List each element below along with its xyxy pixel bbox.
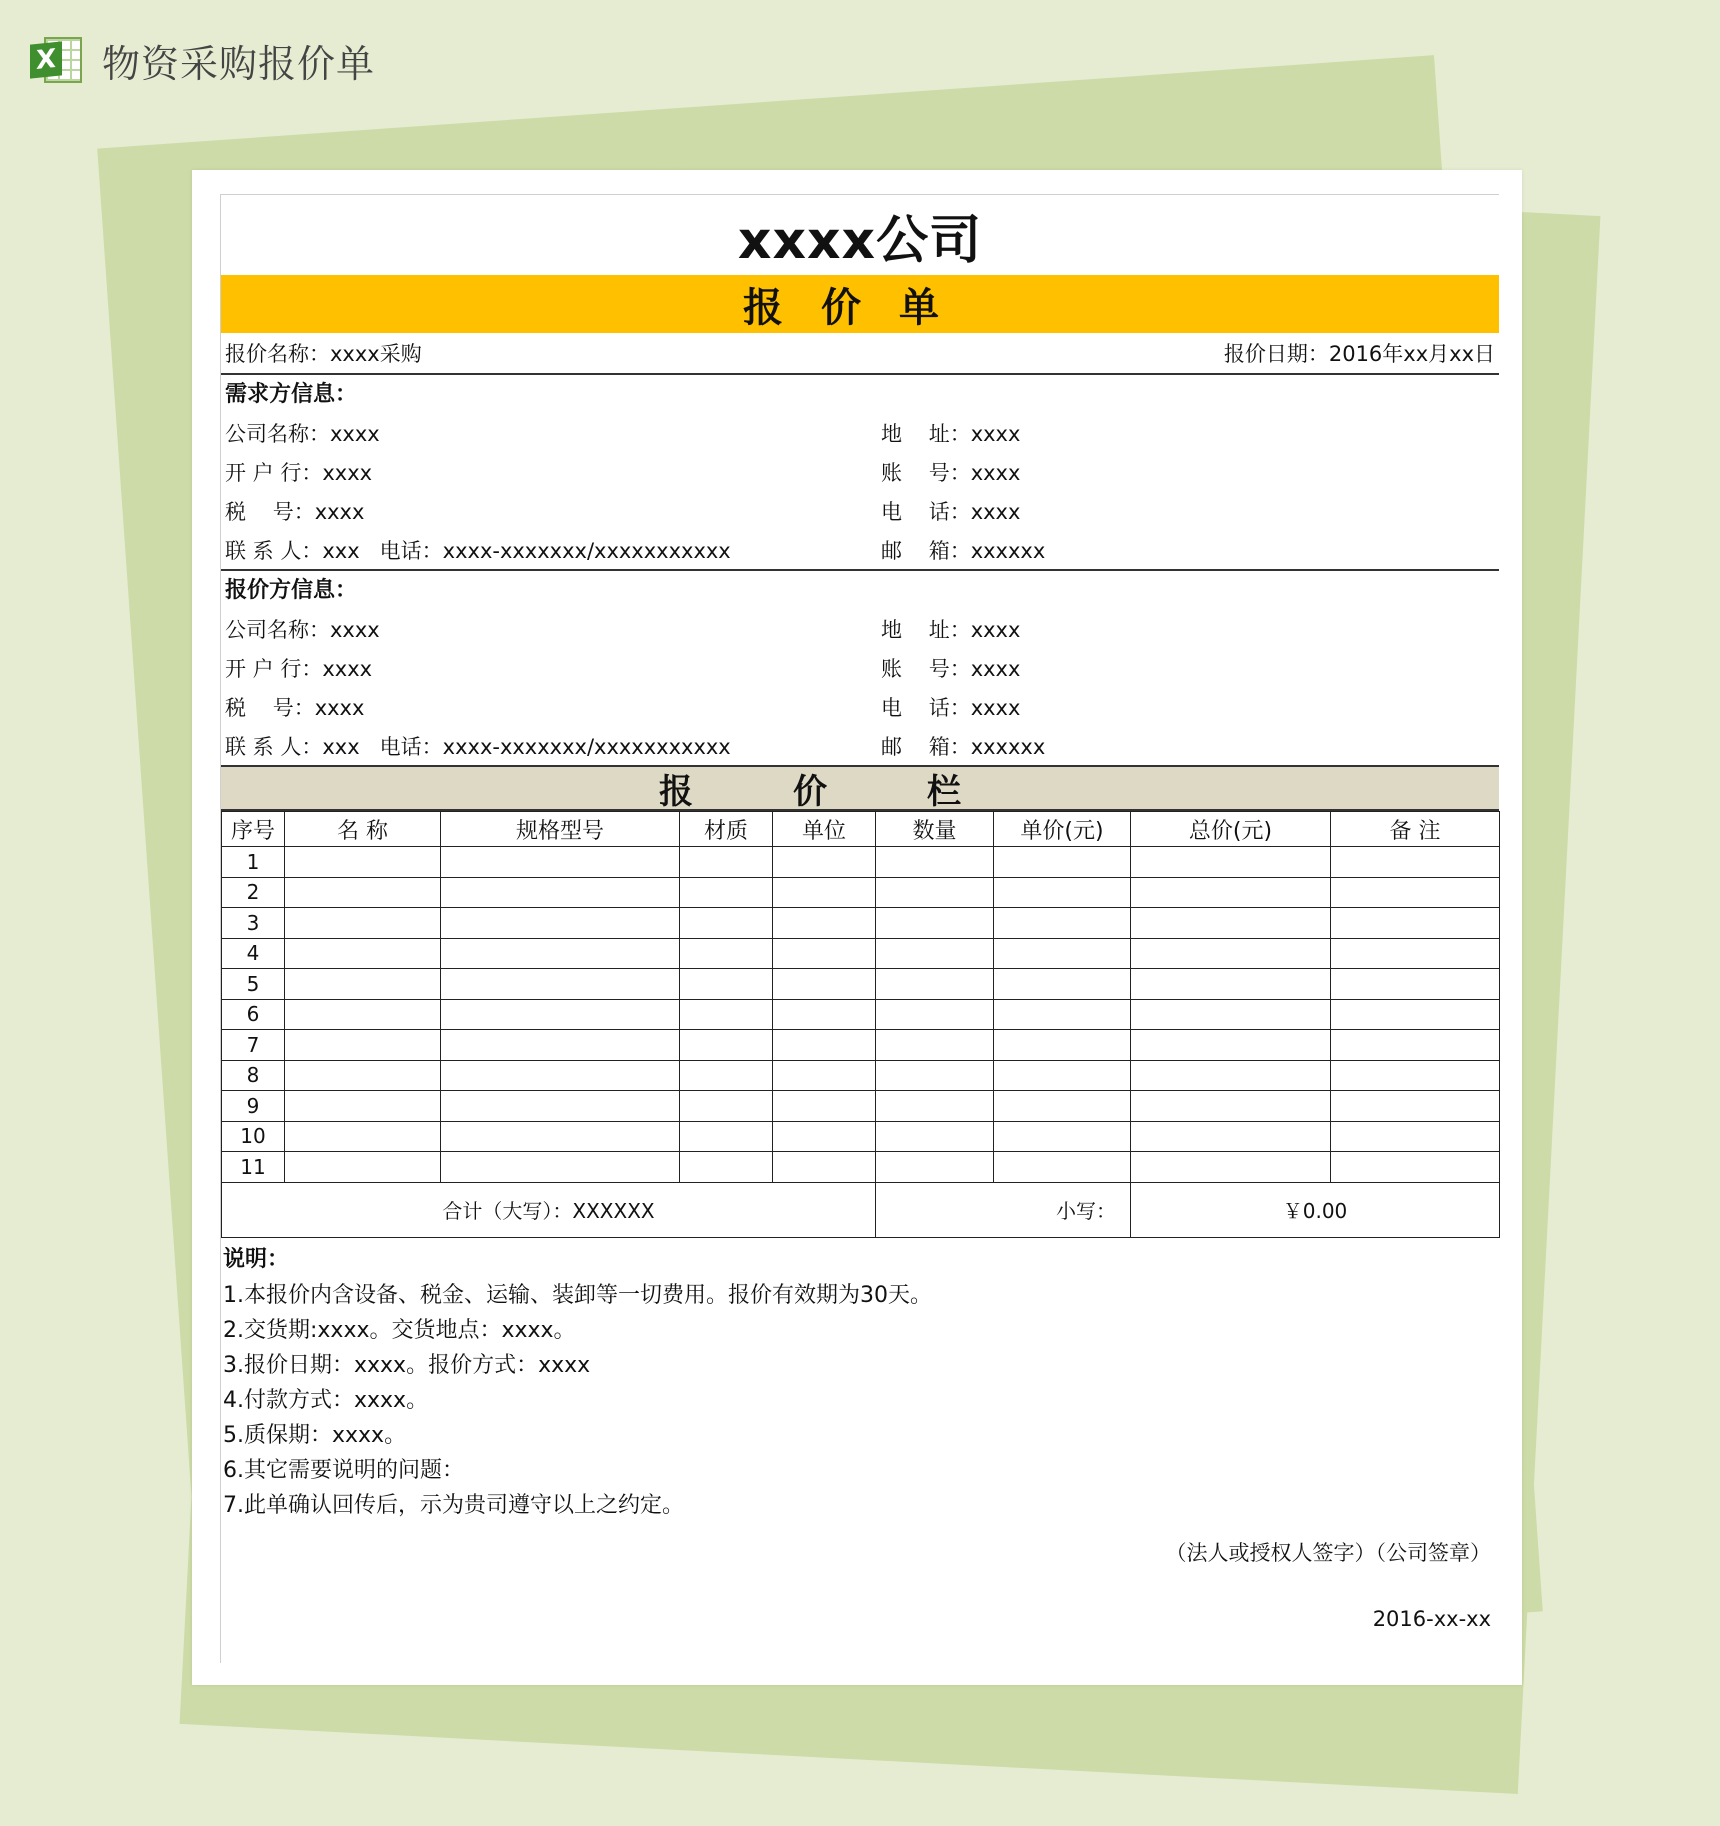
column-header: 备 注: [1331, 812, 1500, 847]
table-cell[interactable]: [876, 938, 994, 969]
row-number: 1: [222, 847, 285, 878]
table-cell[interactable]: [876, 969, 994, 1000]
table-cell[interactable]: [1331, 938, 1500, 969]
column-header: 单价(元): [994, 812, 1131, 847]
table-row: [222, 1121, 1500, 1152]
table-cell[interactable]: [1131, 1030, 1331, 1061]
table-cell[interactable]: [441, 969, 680, 1000]
table-cell[interactable]: [773, 908, 876, 939]
row-number: 8: [222, 1060, 285, 1091]
table-row: [222, 847, 1500, 878]
table-cell[interactable]: [441, 999, 680, 1030]
table-cell[interactable]: [441, 938, 680, 969]
subtotal-value: ￥0.00: [1131, 1182, 1500, 1237]
table-title: 报价栏: [221, 765, 1499, 811]
app-header: [30, 30, 375, 90]
table-cell[interactable]: [441, 1030, 680, 1061]
quotation-form: [220, 194, 1499, 1663]
table-cell[interactable]: [1131, 1060, 1331, 1091]
table-row: [222, 1030, 1500, 1061]
table-cell[interactable]: [876, 999, 994, 1030]
info-left: 联 系 人：xxx 电话：xxxx-xxxxxxx/xxxxxxxxxxx: [225, 734, 731, 759]
table-cell[interactable]: [773, 1091, 876, 1122]
table-row: [222, 969, 1500, 1000]
table-cell[interactable]: [1131, 877, 1331, 908]
table-cell[interactable]: [285, 938, 441, 969]
info-left: 开 户 行：xxxx: [225, 460, 373, 485]
info-row: [221, 413, 1499, 452]
info-left: 开 户 行：xxxx: [225, 656, 373, 681]
table-cell[interactable]: [876, 1152, 994, 1183]
note-line: 4.付款方式：xxxx。: [223, 1387, 429, 1413]
row-number: 10: [222, 1121, 285, 1152]
column-header: 名 称: [285, 812, 441, 847]
table-cell[interactable]: [680, 1030, 773, 1061]
table-cell[interactable]: [680, 1060, 773, 1091]
buyer-info-title: 需求方信息：: [225, 382, 358, 407]
info-left: 公司名称：xxxx: [225, 617, 380, 642]
notes: [221, 1238, 1499, 1635]
table-cell[interactable]: [994, 908, 1131, 939]
table-row: [222, 1152, 1500, 1183]
column-header: 总价(元): [1131, 812, 1331, 847]
table-cell[interactable]: [441, 1121, 680, 1152]
table-cell[interactable]: [285, 1091, 441, 1122]
quote-table: [221, 811, 1500, 1238]
company-name: xxxx公司: [737, 210, 983, 271]
table-cell[interactable]: [773, 1030, 876, 1061]
table-cell[interactable]: [285, 1121, 441, 1152]
column-header: 数量: [876, 812, 994, 847]
table-cell[interactable]: [285, 1030, 441, 1061]
row-number: 3: [222, 908, 285, 939]
table-cell[interactable]: [285, 1060, 441, 1091]
table-cell[interactable]: [680, 938, 773, 969]
quote-meta: [221, 333, 1499, 375]
table-cell[interactable]: [1331, 1091, 1500, 1122]
table-cell[interactable]: [773, 1121, 876, 1152]
table-cell[interactable]: [994, 1121, 1131, 1152]
table-cell[interactable]: [1331, 847, 1500, 878]
signature-line: （法人或授权人签字）（公司签章）: [1165, 1540, 1491, 1565]
table-cell[interactable]: [680, 847, 773, 878]
table-cell[interactable]: [680, 1121, 773, 1152]
table-cell[interactable]: [285, 969, 441, 1000]
table-cell[interactable]: [773, 969, 876, 1000]
table-cell[interactable]: [1331, 908, 1500, 939]
table-cell[interactable]: [876, 1030, 994, 1061]
table-row: [222, 938, 1500, 969]
table-cell[interactable]: [773, 999, 876, 1030]
table-cell[interactable]: [876, 877, 994, 908]
table-cell[interactable]: [441, 1060, 680, 1091]
table-cell[interactable]: [876, 847, 994, 878]
table-cell[interactable]: [994, 1060, 1131, 1091]
table-cell[interactable]: [994, 1152, 1131, 1183]
table-row: [222, 999, 1500, 1030]
row-number: 7: [222, 1030, 285, 1061]
info-right: 账 号：xxxx: [881, 460, 1021, 485]
table-cell[interactable]: [285, 908, 441, 939]
excel-icon: X: [30, 33, 84, 87]
note-line: 3.报价日期：xxxx。报价方式：xxxx: [223, 1352, 591, 1378]
notes-title: 说明：: [223, 1246, 290, 1272]
table-cell[interactable]: [1331, 877, 1500, 908]
buyer-info: [221, 375, 1499, 571]
total-row: [222, 1182, 1500, 1237]
table-cell[interactable]: [441, 1091, 680, 1122]
column-header: 单位: [773, 812, 876, 847]
table-cell[interactable]: [285, 999, 441, 1030]
table-cell[interactable]: [680, 908, 773, 939]
table-cell[interactable]: [1131, 1152, 1331, 1183]
table-cell[interactable]: [994, 938, 1131, 969]
table-cell[interactable]: [773, 1152, 876, 1183]
table-cell[interactable]: [1331, 1030, 1500, 1061]
table-row: [222, 1060, 1500, 1091]
info-right: 邮 箱：xxxxxx: [881, 538, 1046, 563]
table-cell[interactable]: [994, 969, 1131, 1000]
document-paper: [192, 170, 1522, 1685]
column-header: 序号: [222, 812, 285, 847]
column-header: 规格型号: [441, 812, 680, 847]
table-cell[interactable]: [285, 847, 441, 878]
row-number: 6: [222, 999, 285, 1030]
table-cell[interactable]: [1131, 938, 1331, 969]
table-cell[interactable]: [680, 1152, 773, 1183]
info-right: 邮 箱：xxxxxx: [881, 734, 1046, 759]
table-cell[interactable]: [1331, 969, 1500, 1000]
info-row: [221, 726, 1499, 765]
row-number: 2: [222, 877, 285, 908]
column-header: 材质: [680, 812, 773, 847]
info-left: 税 号：xxxx: [225, 499, 365, 524]
table-cell[interactable]: [285, 877, 441, 908]
table-cell[interactable]: [285, 1152, 441, 1183]
info-row: [221, 648, 1499, 687]
info-right: 电 话：xxxx: [881, 499, 1021, 524]
info-row: [221, 687, 1499, 726]
table-cell[interactable]: [680, 1091, 773, 1122]
info-row: [221, 491, 1499, 530]
subtotal-label: 小写：: [876, 1182, 1131, 1237]
note-line: 2.交货期:xxxx。交货地点：xxxx。: [223, 1317, 576, 1343]
table-cell[interactable]: [994, 999, 1131, 1030]
info-left: 联 系 人：xxx 电话：xxxx-xxxxxxx/xxxxxxxxxxx: [225, 538, 731, 563]
table-cell[interactable]: [1131, 908, 1331, 939]
quote-date: 报价日期：2016年xx月xx日: [1223, 342, 1495, 366]
table-cell[interactable]: [1331, 1121, 1500, 1152]
seller-info: [221, 571, 1499, 765]
table-header-row: [222, 812, 1500, 847]
table-cell[interactable]: [441, 908, 680, 939]
form-banner: 报价单: [221, 275, 1499, 333]
table-cell[interactable]: [994, 877, 1131, 908]
row-number: 9: [222, 1091, 285, 1122]
row-number: 11: [222, 1152, 285, 1183]
sign-date: 2016-xx-xx: [1372, 1606, 1491, 1631]
table-cell[interactable]: [1331, 999, 1500, 1030]
table-cell[interactable]: [441, 877, 680, 908]
table-row: [222, 1091, 1500, 1122]
table-cell[interactable]: [1331, 1060, 1500, 1091]
note-line: 1.本报价内含设备、税金、运输、装卸等一切费用。报价有效期为30天。: [223, 1282, 932, 1308]
table-cell[interactable]: [994, 847, 1131, 878]
table-row: [222, 908, 1500, 939]
table-cell[interactable]: [1131, 1091, 1331, 1122]
table-cell[interactable]: [1131, 969, 1331, 1000]
row-number: 4: [222, 938, 285, 969]
info-row: [221, 530, 1499, 569]
app-title: 物资采购报价单: [102, 41, 376, 86]
note-line: 7.此单确认回传后，示为贵司遵守以上之约定。: [223, 1492, 684, 1518]
info-right: 地 址：xxxx: [881, 617, 1021, 642]
quote-name: 报价名称：xxxx采购: [225, 342, 422, 366]
note-line: 6.其它需要说明的问题：: [223, 1457, 464, 1483]
note-line: 5.质保期：xxxx。: [223, 1422, 407, 1448]
table-cell[interactable]: [876, 908, 994, 939]
table-cell[interactable]: [773, 1060, 876, 1091]
table-cell[interactable]: [680, 969, 773, 1000]
info-right: 电 话：xxxx: [881, 695, 1021, 720]
seller-info-title: 报价方信息：: [225, 578, 358, 603]
table-cell[interactable]: [1131, 1121, 1331, 1152]
info-right: 地 址：xxxx: [881, 421, 1021, 446]
info-row: [221, 452, 1499, 491]
table-cell[interactable]: [876, 1060, 994, 1091]
info-left: 税 号：xxxx: [225, 695, 365, 720]
table-cell[interactable]: [1331, 1152, 1500, 1183]
info-left: 公司名称：xxxx: [225, 421, 380, 446]
table-cell[interactable]: [1131, 847, 1331, 878]
table-cell[interactable]: [441, 1152, 680, 1183]
table-cell[interactable]: [773, 877, 876, 908]
table-cell[interactable]: [1131, 999, 1331, 1030]
table-cell[interactable]: [773, 847, 876, 878]
info-row: [221, 609, 1499, 648]
table-row: [222, 877, 1500, 908]
table-cell[interactable]: [994, 1030, 1131, 1061]
info-right: 账 号：xxxx: [881, 656, 1021, 681]
table-cell[interactable]: [680, 999, 773, 1030]
table-cell[interactable]: [994, 1091, 1131, 1122]
table-cell[interactable]: [680, 877, 773, 908]
table-cell[interactable]: [876, 1121, 994, 1152]
table-cell[interactable]: [876, 1091, 994, 1122]
row-number: 5: [222, 969, 285, 1000]
total-amount-words: 合计（大写）：XXXXXX: [222, 1182, 876, 1237]
table-cell[interactable]: [441, 847, 680, 878]
table-cell[interactable]: [773, 938, 876, 969]
